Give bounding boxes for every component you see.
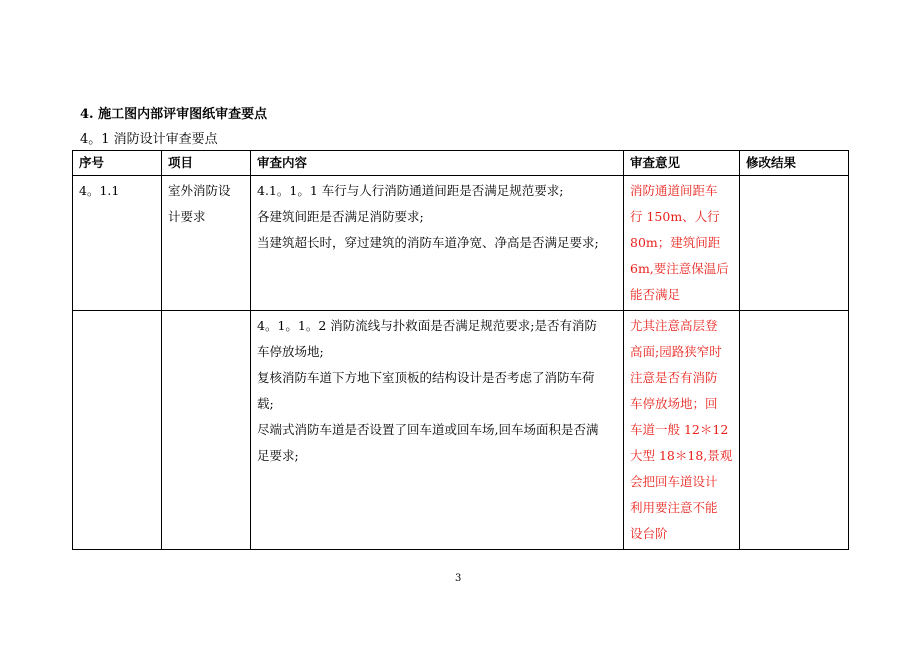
cell-item	[162, 311, 251, 550]
opinion-line: 车停放场地；回	[630, 396, 718, 411]
cell-content	[251, 311, 624, 550]
content-line: 4.1。1。1 车行与人行消防通道间距是否满足规范要求;	[257, 183, 564, 198]
subsection-heading: 4。1 消防设计审查要点	[80, 132, 218, 147]
opinion-line: 利用要注意不能	[630, 500, 718, 515]
opinion-line: 注意是否有消防	[630, 370, 718, 385]
opinion-line: 会把回车道设计	[630, 474, 718, 489]
content-line: 各建筑间距是否满足消防要求;	[257, 209, 424, 224]
opinion-line: 80m；建筑间距	[630, 235, 721, 250]
opinion-line: 设台阶	[630, 526, 668, 541]
section-heading: 4. 施工图内部评审图纸审查要点	[80, 107, 268, 122]
opinion-line: 行 150m、人行	[630, 209, 720, 224]
opinion-line: 车道一般 12＊12	[630, 422, 729, 437]
cell-result	[740, 311, 849, 550]
item-line: 室外消防设	[168, 183, 231, 198]
cell-no: 4。1.1	[73, 176, 162, 311]
content-line: 尽端式消防车道是否设置了回车道或回车场,回车场面积是否满	[257, 422, 599, 437]
content-line: 4。1。1。2 消防流线与扑救面是否满足规范要求;是否有消防	[257, 318, 597, 333]
cell-item	[162, 176, 251, 311]
cell-opinion	[624, 311, 740, 550]
content-line: 复核消防车道下方地下室顶板的结构设计是否考虑了消防车荷	[257, 370, 595, 385]
item-line: 计要求	[168, 209, 206, 224]
content-line: 当建筑超长时，穿过建筑的消防车道净宽、净高是否满足要求;	[257, 235, 599, 250]
opinion-line: 高面;园路狭窄时	[630, 344, 722, 359]
opinion-line: 6m,要注意保温后	[630, 261, 729, 276]
header-item: 项目	[162, 151, 251, 176]
opinion-line: 消防通道间距车	[630, 183, 718, 198]
cell-opinion	[624, 176, 740, 311]
table-header-row	[73, 151, 849, 176]
content-line: 载;	[257, 396, 274, 411]
header-no: 序号	[73, 151, 162, 176]
opinion-line: 能否满足	[630, 287, 681, 302]
opinion-line: 大型 18＊18,景观	[630, 448, 733, 463]
opinion-line: 尤其注意高层登	[630, 318, 718, 333]
header-result: 修改结果	[740, 151, 849, 176]
page-number: 3	[455, 573, 462, 584]
table-row	[73, 176, 849, 311]
cell-result	[740, 176, 849, 311]
content-line: 车停放场地;	[257, 344, 324, 359]
header-content: 审查内容	[251, 151, 624, 176]
review-table	[72, 150, 849, 550]
header-opinion: 审查意见	[624, 151, 740, 176]
cell-content	[251, 176, 624, 311]
cell-no	[73, 311, 162, 550]
content-line: 足要求;	[257, 448, 299, 463]
table-row	[73, 311, 849, 550]
